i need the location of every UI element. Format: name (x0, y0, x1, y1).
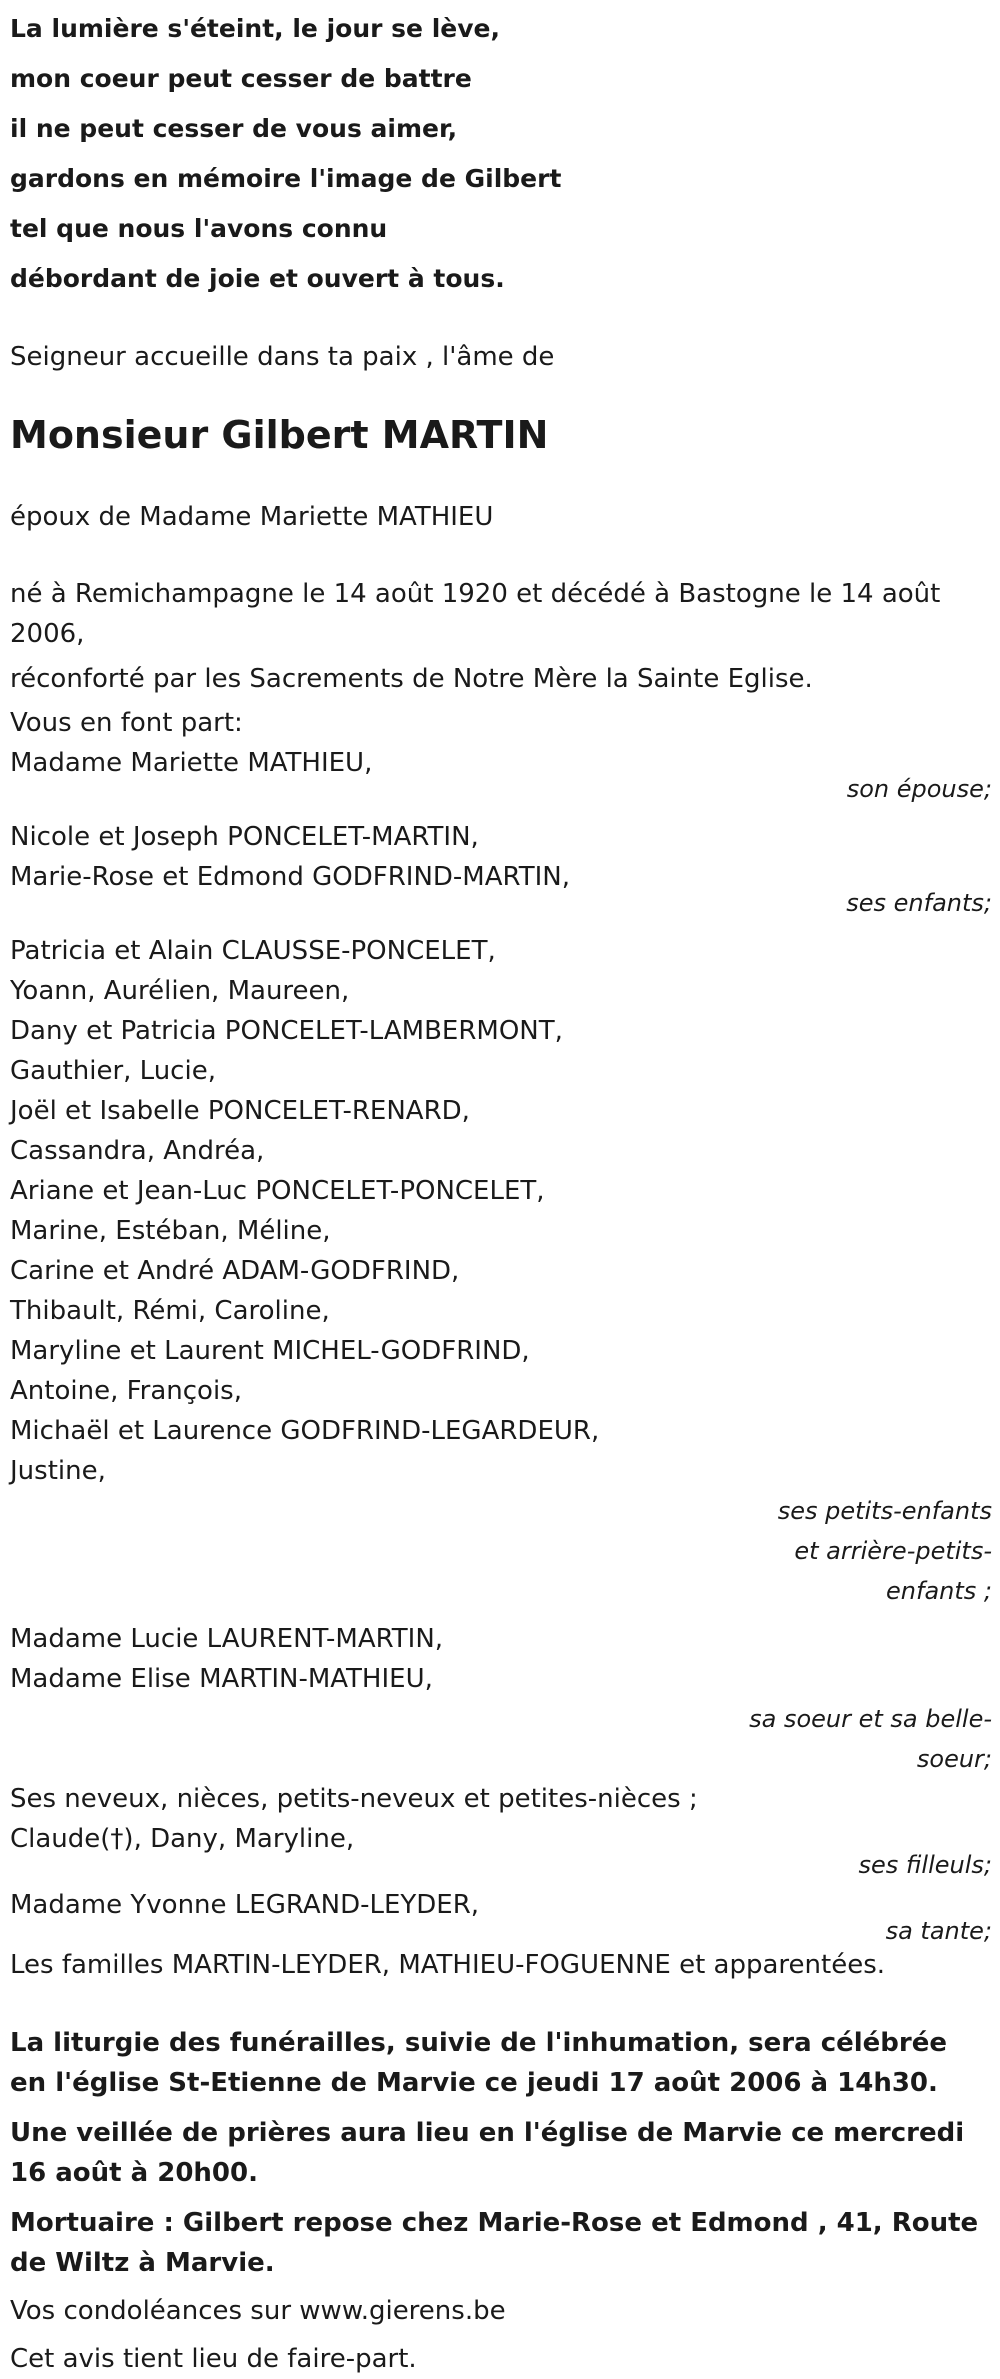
family-name: Michaël et Laurence GODFRIND-LEGARDEUR, (10, 1416, 600, 1446)
group-sisters (10, 1619, 992, 1779)
family-name: Marie-Rose et Edmond GODFRIND-MARTIN, (10, 862, 570, 892)
family-name: Antoine, François, (10, 1376, 242, 1406)
poem-line: tel que nous l'avons connu (10, 214, 388, 243)
family-name: Madame Lucie LAURENT-MARTIN, (10, 1624, 444, 1654)
family-name: Gauthier, Lucie, (10, 1056, 216, 1086)
families-line: Les familles MARTIN-LEYDER, MATHIEU-FOGUENNE et apparentées. (10, 1950, 886, 1980)
funeral-info: La liturgie des funérailles, suivie de l'inhumation, sera célébrée en l'église St-Etienne de Marvie ce jeudi 17 août 2006 à 14h30. (10, 2028, 947, 2098)
relation-label (10, 1699, 992, 1779)
poem-line: mon coeur peut cesser de battre (10, 64, 472, 93)
nephews-line: Ses neveux, nièces, petits-neveux et petites-nièces ; (10, 1784, 698, 1814)
poem-line: débordant de joie et ouvert à tous. (10, 264, 505, 293)
relation-label (10, 1491, 992, 1611)
relation-line: soeur; (916, 1745, 992, 1773)
group-children (10, 817, 992, 923)
family-name: Madame Elise MARTIN-MATHIEU, (10, 1664, 433, 1694)
intro-text: Seigneur accueille dans ta paix , l'âme de (10, 342, 555, 372)
relation-line: ses petits-enfants (777, 1497, 992, 1525)
group-grandchildren (10, 931, 992, 1611)
group-spouse (10, 743, 992, 809)
family-name: Madame Mariette MATHIEU, (10, 748, 373, 778)
poem-line: La lumière s'éteint, le jour se lève, (10, 14, 500, 43)
announce-line: Vous en font part: (10, 708, 243, 738)
relation-label: son épouse; (846, 775, 992, 803)
poem-line: gardons en mémoire l'image de Gilbert (10, 164, 562, 193)
deceased-name: Monsieur Gilbert MARTIN (10, 413, 549, 457)
group-aunt (10, 1885, 992, 1951)
relation-line: enfants ; (886, 1577, 992, 1605)
family-name: Maryline et Laurent MICHEL-GODFRIND, (10, 1336, 530, 1366)
family-name: Yoann, Aurélien, Maureen, (10, 976, 350, 1006)
family-name: Marine, Estéban, Méline, (10, 1216, 331, 1246)
family-name: Thibault, Rémi, Caroline, (10, 1296, 330, 1326)
sacrements-line: réconforté par les Sacrements de Notre Mère la Sainte Eglise. (10, 664, 813, 694)
obituary-notice (10, 0, 992, 2379)
group-godchildren (10, 1819, 992, 1885)
relation-line: sa soeur et sa belle- (749, 1705, 992, 1733)
relation-label: sa tante; (885, 1917, 992, 1945)
family-name: Carine et André ADAM-GODFRIND, (10, 1256, 460, 1286)
family-name: Dany et Patricia PONCELET-LAMBERMONT, (10, 1016, 563, 1046)
family-name: Joël et Isabelle PONCELET-RENARD, (10, 1096, 470, 1126)
family-name: Justine, (10, 1456, 106, 1486)
spouse-line: époux de Madame Mariette MATHIEU (10, 502, 494, 532)
birth-death-line: né à Remichampagne le 14 août 1920 et décédé à Bastogne le 14 août 2006, (10, 579, 941, 649)
family-name: Nicole et Joseph PONCELET-MARTIN, (10, 822, 479, 852)
condolences-line: Vos condoléances sur www.gierens.be (10, 2296, 506, 2326)
relation-label: ses filleuls; (858, 1851, 992, 1879)
vigil-info: Une veillée de prières aura lieu en l'église de Marvie ce mercredi 16 août à 20h00. (10, 2118, 965, 2188)
family-name: Claude(†), Dany, Maryline, (10, 1824, 355, 1854)
relation-label: ses enfants; (846, 889, 992, 917)
family-name: Madame Yvonne LEGRAND-LEYDER, (10, 1890, 480, 1920)
notice-line: Cet avis tient lieu de faire-part. (10, 2344, 417, 2374)
mortuary-info: Mortuaire : Gilbert repose chez Marie-Rose et Edmond , 41, Route de Wiltz à Marvie. (10, 2208, 979, 2278)
poem-line: il ne peut cesser de vous aimer, (10, 114, 458, 143)
family-name: Cassandra, Andréa, (10, 1136, 265, 1166)
poem (10, 4, 992, 304)
family-name: Patricia et Alain CLAUSSE-PONCELET, (10, 936, 496, 966)
family-name: Ariane et Jean-Luc PONCELET-PONCELET, (10, 1176, 545, 1206)
relation-line: et arrière-petits- (794, 1537, 992, 1565)
